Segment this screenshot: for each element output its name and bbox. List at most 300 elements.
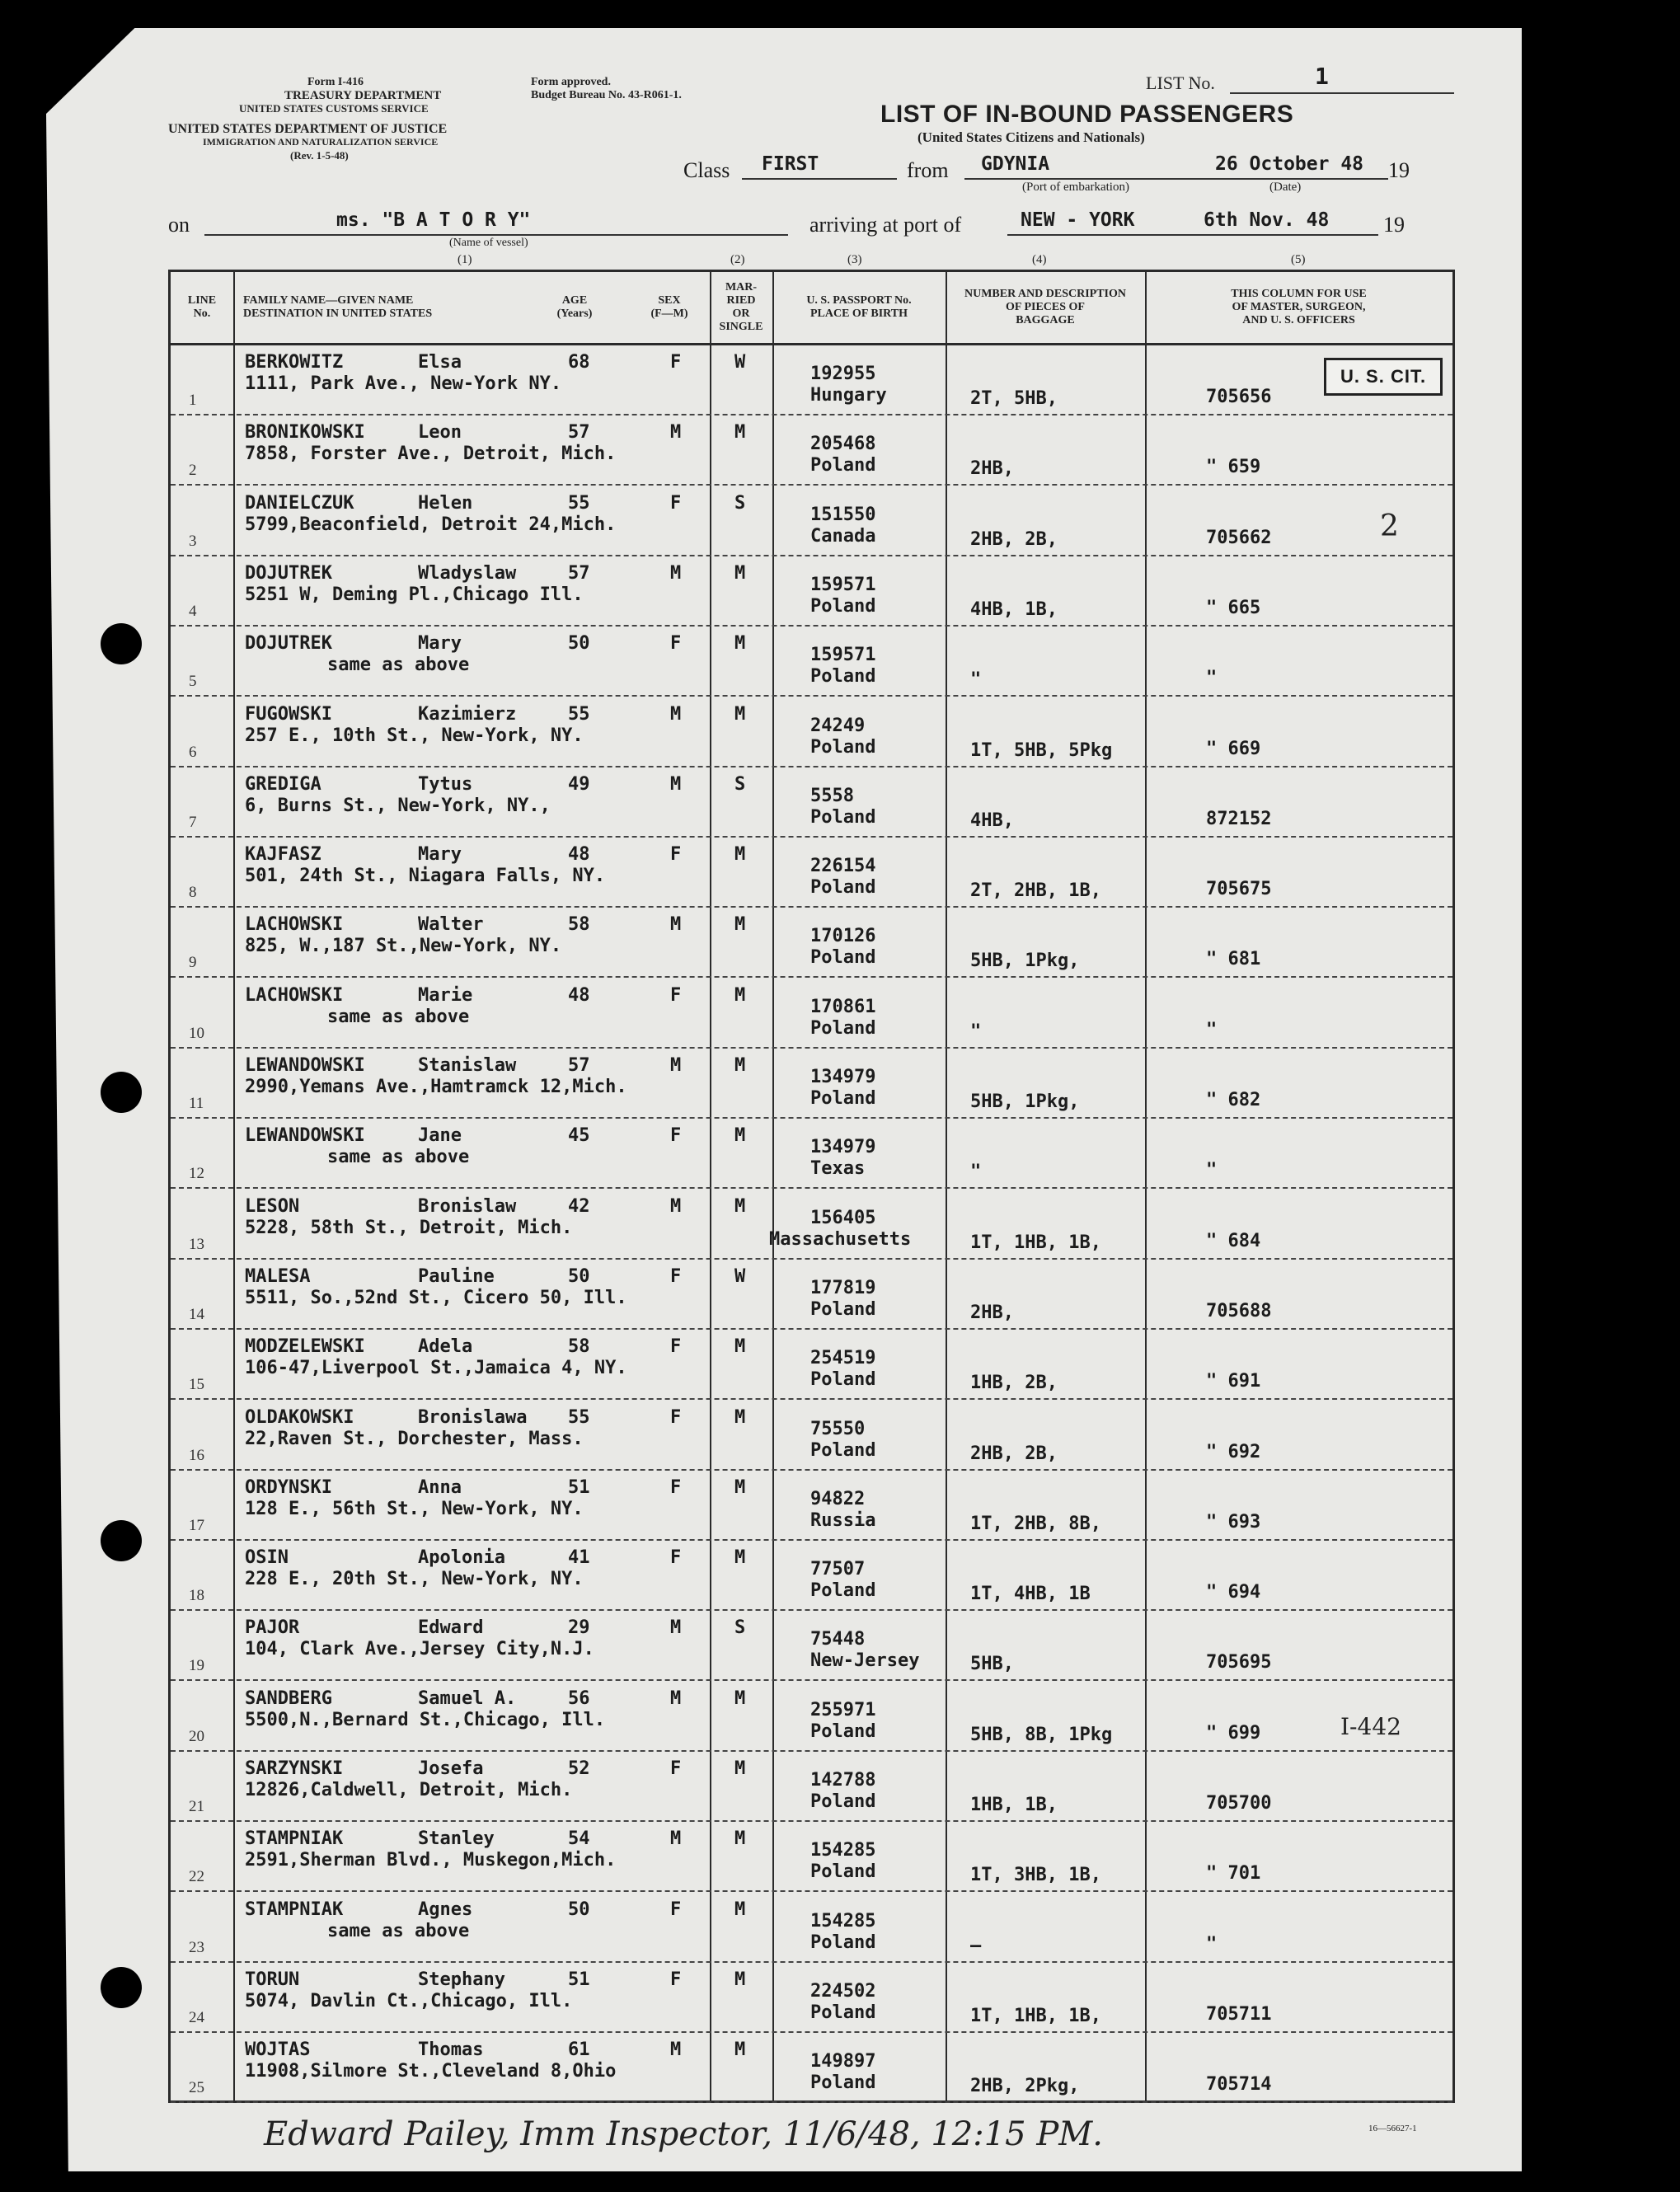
baggage-cell: 4HB, xyxy=(970,810,1014,831)
destination-cell: same as above xyxy=(327,1920,470,1941)
officer-cell: " 665 xyxy=(1206,597,1261,618)
birthplace-cell: Poland xyxy=(810,1088,876,1109)
destination-cell: 128 E., 56th St., New-York, NY. xyxy=(245,1498,584,1519)
form-approved: Form approved. xyxy=(531,76,611,88)
sex-cell: M xyxy=(670,1828,682,1850)
surname-cell: FUGOWSKI xyxy=(245,703,332,725)
sex-cell: F xyxy=(670,1758,682,1779)
budget-bureau: Budget Bureau No. 43-R061-1. xyxy=(531,89,682,101)
destination-cell: 5228, 58th St., Detroit, Mich. xyxy=(245,1217,573,1238)
passport-cell: 170861 xyxy=(810,996,876,1017)
surname-cell: TORUN xyxy=(245,1969,300,1990)
passenger-table xyxy=(168,270,1455,2103)
from-label: from xyxy=(907,158,949,182)
age-cell: 51 xyxy=(568,1969,590,1990)
baggage-cell: 4HB, 1B, xyxy=(970,598,1058,620)
passport-cell: 159571 xyxy=(810,574,876,595)
sex-cell: M xyxy=(670,1687,682,1709)
passport-cell: 134979 xyxy=(810,1067,876,1087)
table-row xyxy=(171,1401,1452,1471)
passport-cell: 94822 xyxy=(810,1488,866,1509)
surname-cell: LACHOWSKI xyxy=(245,984,344,1006)
officer-cell: " xyxy=(1206,668,1218,689)
given-name-cell: Leon xyxy=(418,422,462,444)
given-name-cell: Elsa xyxy=(418,352,462,373)
given-name-cell: Agnes xyxy=(418,1899,473,1920)
vessel-line xyxy=(204,234,788,236)
table-row xyxy=(171,1611,1452,1681)
surname-cell: LESON xyxy=(245,1195,300,1217)
year-prefix-2: 19 xyxy=(1383,213,1405,237)
baggage-cell: 1HB, 2B, xyxy=(970,1373,1058,1394)
given-name-cell: Kazimierz xyxy=(418,703,517,725)
marital-status-cell: M xyxy=(734,1969,746,1990)
birthplace-cell: Poland xyxy=(810,877,876,899)
given-name-cell: Stanley xyxy=(418,1828,495,1850)
sex-cell: F xyxy=(670,633,682,655)
list-label: LIST No. xyxy=(1146,73,1215,93)
table-row xyxy=(171,415,1452,486)
line-number-cell: 2 xyxy=(189,462,197,480)
passport-cell: 255971 xyxy=(810,1699,876,1720)
document-subtitle: (United States Citizens and Nationals) xyxy=(917,129,1145,145)
table-row xyxy=(171,486,1452,556)
birthplace-cell: Hungary xyxy=(810,385,887,406)
passport-cell: 149897 xyxy=(810,2051,876,2072)
passport-cell: 156405 xyxy=(810,1207,876,1228)
line-number-cell: 23 xyxy=(189,1938,204,1956)
port-caption: (Port of embarkation) xyxy=(1022,181,1129,194)
officer-cell: 705656 xyxy=(1206,387,1272,407)
binder-hole xyxy=(101,623,142,664)
age-cell: 45 xyxy=(568,1125,590,1147)
line-number-cell: 13 xyxy=(189,1235,204,1253)
col-header-line: LINE No. xyxy=(187,294,217,320)
passport-cell: 151550 xyxy=(810,504,876,525)
given-name-cell: Thomas xyxy=(418,2039,484,2061)
line-number-cell: 17 xyxy=(189,1516,204,1534)
surname-cell: SANDBERG xyxy=(245,1687,332,1709)
destination-cell: 228 E., 20th St., New-York, NY. xyxy=(245,1569,584,1590)
line-number-cell: 7 xyxy=(189,813,197,831)
officer-cell: " 699 xyxy=(1206,1722,1261,1744)
birthplace-cell: Russia xyxy=(810,1509,876,1531)
sex-cell: M xyxy=(670,1617,682,1639)
passport-cell: 154285 xyxy=(810,1840,876,1861)
officer-cell: " 681 xyxy=(1206,949,1261,970)
binder-hole xyxy=(101,1967,142,2008)
col-header-passport: U. S. PASSPORT No. PLACE OF BIRTH xyxy=(806,294,912,320)
passport-cell: 134979 xyxy=(810,1137,876,1158)
age-cell: 51 xyxy=(568,1476,590,1498)
column-number: (1) xyxy=(458,253,472,266)
baggage-cell: " xyxy=(970,1162,982,1183)
marital-status-cell: M xyxy=(734,2039,746,2061)
marital-status-cell: S xyxy=(734,492,746,514)
passport-cell: 5558 xyxy=(810,785,854,806)
destination-cell: 5511, So.,52nd St., Cicero 50, Ill. xyxy=(245,1287,627,1308)
baggage-cell: 5HB, 1Pkg, xyxy=(970,950,1080,972)
given-name-cell: Adela xyxy=(418,1336,473,1358)
printer-code: 16—56627-1 xyxy=(1368,2124,1417,2133)
birthplace-cell: Canada xyxy=(810,525,876,547)
destination-cell: 2990,Yemans Ave.,Hamtramck 12,Mich. xyxy=(245,1077,627,1097)
list-number-line xyxy=(1230,92,1454,94)
birthplace-cell: Poland xyxy=(810,947,876,969)
embarkation-port: GDYNIA xyxy=(981,153,1050,175)
destination-cell: 106-47,Liverpool St.,Jamaica 4, NY. xyxy=(245,1358,627,1379)
given-name-cell: Jane xyxy=(418,1125,462,1147)
class-line xyxy=(742,178,897,180)
age-cell: 48 xyxy=(568,844,590,866)
line-number-cell: 3 xyxy=(189,532,197,550)
baggage-cell: 1T, 2HB, 8B, xyxy=(970,1513,1101,1534)
sex-cell: F xyxy=(670,1336,682,1358)
destination-cell: 6, Burns St., New-York, NY., xyxy=(245,795,551,816)
birthplace-cell: Poland xyxy=(810,1369,876,1391)
line-number-cell: 9 xyxy=(189,954,197,972)
column-number: (3) xyxy=(847,253,862,266)
col-header-age: AGE (Years) xyxy=(556,294,593,320)
class-label: Class xyxy=(683,158,730,182)
col-header-officers: THIS COLUMN FOR USE OF MASTER, SURGEON, AND U. S. OFFICERS xyxy=(1231,288,1367,326)
sex-cell: M xyxy=(670,1195,682,1217)
officer-cell: " 669 xyxy=(1206,738,1261,759)
passport-cell: 254519 xyxy=(810,1348,876,1369)
baggage-cell: " xyxy=(970,669,982,691)
sex-cell: F xyxy=(670,352,682,373)
passport-cell: 75448 xyxy=(810,1629,866,1650)
given-name-cell: Marie xyxy=(418,984,473,1006)
marital-status-cell: M xyxy=(734,1547,746,1569)
sex-cell: F xyxy=(670,1969,682,1990)
officer-cell: " 692 xyxy=(1206,1441,1261,1462)
embarkation-date: 26 October 48 xyxy=(1215,153,1364,175)
surname-cell: LEWANDOWSKI xyxy=(245,1125,365,1147)
destination-cell: 5074, Davlin Ct.,Chicago, Ill. xyxy=(245,1990,573,2011)
birthplace-cell: Poland xyxy=(810,736,876,758)
birthplace-cell: Poland xyxy=(810,1791,876,1812)
destination-cell: 7858, Forster Ave., Detroit, Mich. xyxy=(245,444,617,465)
line-number-cell: 15 xyxy=(189,1376,204,1394)
date-caption: (Date) xyxy=(1269,181,1302,194)
table-row xyxy=(171,627,1452,697)
destination-cell: 5251 W, Deming Pl.,Chicago Ill. xyxy=(245,584,584,605)
line-number-cell: 16 xyxy=(189,1446,204,1464)
surname-cell: PAJOR xyxy=(245,1617,300,1639)
line-number-cell: 8 xyxy=(189,884,197,902)
officer-cell: 705675 xyxy=(1206,879,1272,900)
destination-cell: same as above xyxy=(327,1147,470,1168)
sex-cell: M xyxy=(670,703,682,725)
line-number-cell: 21 xyxy=(189,1798,204,1815)
given-name-cell: Josefa xyxy=(418,1758,484,1779)
passport-cell: 24249 xyxy=(810,715,866,736)
marital-status-cell: M xyxy=(734,1336,746,1358)
destination-cell: 825, W.,187 St.,New-York, NY. xyxy=(245,936,562,957)
document-title: LIST OF IN-BOUND PASSENGERS xyxy=(880,101,1294,128)
line-number-cell: 1 xyxy=(189,392,197,409)
age-cell: 54 xyxy=(568,1828,590,1850)
passport-cell: 224502 xyxy=(810,1980,876,2002)
sex-cell: F xyxy=(670,492,682,514)
destination-cell: same as above xyxy=(327,1006,470,1027)
officer-cell: " 659 xyxy=(1206,457,1261,478)
customs-service: UNITED STATES CUSTOMS SERVICE xyxy=(239,102,429,115)
age-cell: 56 xyxy=(568,1687,590,1709)
sex-cell: M xyxy=(670,1055,682,1076)
marital-status-cell: M xyxy=(734,844,746,866)
vessel-caption: (Name of vessel) xyxy=(449,237,528,249)
line-number-cell: 24 xyxy=(189,2008,204,2026)
marital-status-cell: M xyxy=(734,1476,746,1498)
baggage-cell: 2HB, xyxy=(970,1302,1014,1323)
birthplace-cell: Poland xyxy=(810,1017,876,1039)
sex-cell: F xyxy=(670,1265,682,1287)
officer-cell: 872152 xyxy=(1206,808,1272,829)
birthplace-cell: Poland xyxy=(810,1931,876,1953)
marital-status-cell: M xyxy=(734,1195,746,1217)
baggage-cell: 5HB, 1Pkg, xyxy=(970,1091,1080,1112)
destination-cell: 104, Clark Ave.,Jersey City,N.J. xyxy=(245,1639,594,1660)
given-name-cell: Anna xyxy=(418,1476,462,1498)
form-number: Form I-416 xyxy=(307,76,364,88)
birthplace-cell: Poland xyxy=(810,455,876,476)
table-row xyxy=(171,838,1452,908)
table-row xyxy=(171,1752,1452,1822)
marital-status-cell: M xyxy=(734,422,746,444)
baggage-cell: 2T, 5HB, xyxy=(970,388,1058,409)
marital-status-cell: M xyxy=(734,1055,746,1076)
surname-cell: GREDIGA xyxy=(245,773,321,795)
treasury-dept: TREASURY DEPARTMENT xyxy=(284,89,442,102)
destination-cell: 11908,Silmore St.,Cleveland 8,Ohio xyxy=(245,2061,617,2082)
destination-cell: same as above xyxy=(327,655,470,676)
officer-cell: " 693 xyxy=(1206,1511,1261,1533)
officer-cell: 705662 xyxy=(1206,527,1272,548)
baggage-cell: 2HB, 2B, xyxy=(970,1443,1058,1464)
surname-cell: DOJUTREK xyxy=(245,562,332,584)
birthplace-cell: Poland xyxy=(810,595,876,617)
justice-dept: UNITED STATES DEPARTMENT OF JUSTICE xyxy=(168,122,448,136)
table-row xyxy=(171,556,1452,627)
line-number-cell: 4 xyxy=(189,602,197,620)
passport-cell: 159571 xyxy=(810,645,876,666)
birthplace-cell: Massachusetts xyxy=(769,1228,912,1250)
marital-status-cell: M xyxy=(734,984,746,1006)
table-row xyxy=(171,1541,1452,1611)
baggage-cell: 2HB, 2B, xyxy=(970,528,1058,550)
passport-cell: 154285 xyxy=(810,1910,876,1931)
age-cell: 50 xyxy=(568,1265,590,1287)
marital-status-cell: M xyxy=(734,633,746,655)
surname-cell: MODZELEWSKI xyxy=(245,1336,365,1358)
officer-cell: " xyxy=(1206,1933,1218,1955)
form-revision: (Rev. 1-5-48) xyxy=(290,149,349,162)
destination-cell: 501, 24th St., Niagara Falls, NY. xyxy=(245,866,606,887)
table-row xyxy=(171,1049,1452,1119)
given-name-cell: Bronislawa xyxy=(418,1406,528,1428)
destination-cell: 22,Raven St., Dorchester, Mass. xyxy=(245,1428,584,1449)
passport-cell: 170126 xyxy=(810,926,876,947)
baggage-cell: 1T, 3HB, 1B, xyxy=(970,1865,1101,1886)
given-name-cell: Helen xyxy=(418,492,473,514)
on-label: on xyxy=(168,213,190,237)
line-number-cell: 22 xyxy=(189,1868,204,1886)
table-row xyxy=(171,1330,1452,1400)
age-cell: 55 xyxy=(568,492,590,514)
baggage-cell: 1T, 1HB, 1B, xyxy=(970,2005,1101,2026)
line-number-cell: 12 xyxy=(189,1165,204,1183)
sex-cell: F xyxy=(670,984,682,1006)
given-name-cell: Wladyslaw xyxy=(418,562,517,584)
age-cell: 50 xyxy=(568,1899,590,1920)
marital-status-cell: W xyxy=(734,352,746,373)
given-name-cell: Samuel A. xyxy=(418,1687,517,1709)
passport-cell: 177819 xyxy=(810,1277,876,1298)
baggage-cell: 1T, 1HB, 1B, xyxy=(970,1232,1101,1253)
surname-cell: BERKOWITZ xyxy=(245,352,344,373)
surname-cell: OLDAKOWSKI xyxy=(245,1406,354,1428)
column-number: (4) xyxy=(1032,253,1047,266)
margin-code: I-442 xyxy=(1340,1713,1401,1740)
marital-status-cell: M xyxy=(734,562,746,584)
baggage-cell: 2HB, xyxy=(970,458,1014,480)
table-row xyxy=(171,1893,1452,1963)
passport-cell: 75550 xyxy=(810,1418,866,1439)
birthplace-cell: Poland xyxy=(810,1720,876,1742)
given-name-cell: Stanislaw xyxy=(418,1055,517,1076)
surname-cell: MALESA xyxy=(245,1265,311,1287)
sex-cell: F xyxy=(670,1125,682,1147)
marital-status-cell: M xyxy=(734,1406,746,1428)
age-cell: 29 xyxy=(568,1617,590,1639)
margin-number: 2 xyxy=(1380,509,1399,543)
baggage-cell: 1T, 4HB, 1B xyxy=(970,1584,1091,1605)
destination-cell: 5799,Beaconfield, Detroit 24,Mich. xyxy=(245,514,617,535)
officer-cell: " 694 xyxy=(1206,1582,1261,1603)
destination-cell: 1111, Park Ave., New-York NY. xyxy=(245,373,562,394)
list-number: 1 xyxy=(1315,63,1329,90)
surname-cell: SARZYNSKI xyxy=(245,1758,344,1779)
row-divider xyxy=(171,2101,1452,2103)
officer-cell: 705688 xyxy=(1206,1300,1272,1321)
given-name-cell: Bronislaw xyxy=(418,1195,517,1217)
age-cell: 55 xyxy=(568,1406,590,1428)
sex-cell: F xyxy=(670,1476,682,1498)
baggage-cell: " xyxy=(970,1021,982,1042)
age-cell: 58 xyxy=(568,1336,590,1358)
line-number-cell: 11 xyxy=(189,1095,204,1112)
age-cell: 42 xyxy=(568,1195,590,1217)
surname-cell: KAJFASZ xyxy=(245,844,321,866)
marital-status-cell: W xyxy=(734,1265,746,1287)
destination-cell: 5500,N.,Bernard St.,Chicago, Ill. xyxy=(245,1709,606,1730)
surname-cell: BRONIKOWSKI xyxy=(245,422,365,444)
ins-service: IMMIGRATION AND NATURALIZATION SERVICE xyxy=(203,136,439,148)
surname-cell: STAMPNIAK xyxy=(245,1828,344,1850)
year-prefix: 19 xyxy=(1388,158,1410,182)
birthplace-cell: Poland xyxy=(810,1298,876,1320)
surname-cell: STAMPNIAK xyxy=(245,1899,344,1920)
baggage-cell: 2T, 2HB, 1B, xyxy=(970,880,1101,902)
passport-cell: 192955 xyxy=(810,364,876,384)
baggage-cell: — xyxy=(970,1935,982,1956)
sex-cell: F xyxy=(670,1899,682,1920)
marital-status-cell: M xyxy=(734,1899,746,1920)
column-number: (2) xyxy=(730,253,745,266)
line-number-cell: 6 xyxy=(189,743,197,761)
table-row xyxy=(171,1822,1452,1892)
officer-cell: 705711 xyxy=(1206,2003,1272,2025)
col-header-baggage: NUMBER AND DESCRIPTION OF PIECES OF BAGGAGE xyxy=(964,288,1127,326)
surname-cell: DANIELCZUK xyxy=(245,492,354,514)
baggage-cell: 5HB, 8B, 1Pkg xyxy=(970,1724,1113,1745)
given-name-cell: Pauline xyxy=(418,1265,495,1287)
given-name-cell: Mary xyxy=(418,633,462,655)
sex-cell: M xyxy=(670,422,682,444)
table-row xyxy=(171,2033,1452,2103)
passport-cell: 77507 xyxy=(810,1559,866,1580)
column-number: (5) xyxy=(1291,253,1306,266)
birthplace-cell: Poland xyxy=(810,806,876,828)
age-cell: 55 xyxy=(568,703,590,725)
marital-status-cell: M xyxy=(734,703,746,725)
sex-cell: M xyxy=(670,914,682,936)
binder-hole xyxy=(101,1072,142,1113)
marital-status-cell: S xyxy=(734,1617,746,1639)
destination-cell: 257 E., 10th St., New-York, NY. xyxy=(245,725,584,746)
line-number-cell: 10 xyxy=(189,1024,204,1042)
surname-cell: LEWANDOWSKI xyxy=(245,1055,365,1076)
surname-cell: ORDYNSKI xyxy=(245,1476,332,1498)
table-row xyxy=(171,1260,1452,1330)
binder-hole xyxy=(101,1520,142,1561)
given-name-cell: Apolonia xyxy=(418,1547,505,1569)
officer-cell: 705714 xyxy=(1206,2074,1272,2096)
line-number-cell: 14 xyxy=(189,1305,204,1323)
age-cell: 57 xyxy=(568,1055,590,1076)
marital-status-cell: M xyxy=(734,1125,746,1147)
officer-cell: " xyxy=(1206,1160,1218,1181)
table-row xyxy=(171,1963,1452,2033)
age-cell: 49 xyxy=(568,773,590,795)
arriving-label: arriving at port of xyxy=(809,213,962,237)
birthplace-cell: Texas xyxy=(810,1158,866,1180)
officer-cell: 705695 xyxy=(1206,1652,1272,1673)
table-row xyxy=(171,908,1452,978)
birthplace-cell: Poland xyxy=(810,2072,876,2094)
age-cell: 48 xyxy=(568,984,590,1006)
given-name-cell: Stephany xyxy=(418,1969,505,1990)
line-number-cell: 18 xyxy=(189,1587,204,1605)
surname-cell: LACHOWSKI xyxy=(245,914,344,936)
given-name-cell: Mary xyxy=(418,844,462,866)
passport-cell: 226154 xyxy=(810,856,876,877)
baggage-cell: 1T, 5HB, 5Pkg xyxy=(970,739,1113,761)
destination-cell: 12826,Caldwell, Detroit, Mich. xyxy=(245,1780,573,1800)
date-line xyxy=(1212,178,1388,180)
vessel-name: ms. "B A T O R Y" xyxy=(336,209,531,231)
marital-status-cell: S xyxy=(734,773,746,795)
sex-cell: M xyxy=(670,773,682,795)
sex-cell: F xyxy=(670,844,682,866)
col-header-sex: SEX (F—M) xyxy=(650,294,688,320)
officer-cell: " 701 xyxy=(1206,1863,1261,1885)
given-name-cell: Walter xyxy=(418,914,484,936)
arrival-port: NEW - YORK xyxy=(1021,209,1135,231)
table-row xyxy=(171,979,1452,1049)
